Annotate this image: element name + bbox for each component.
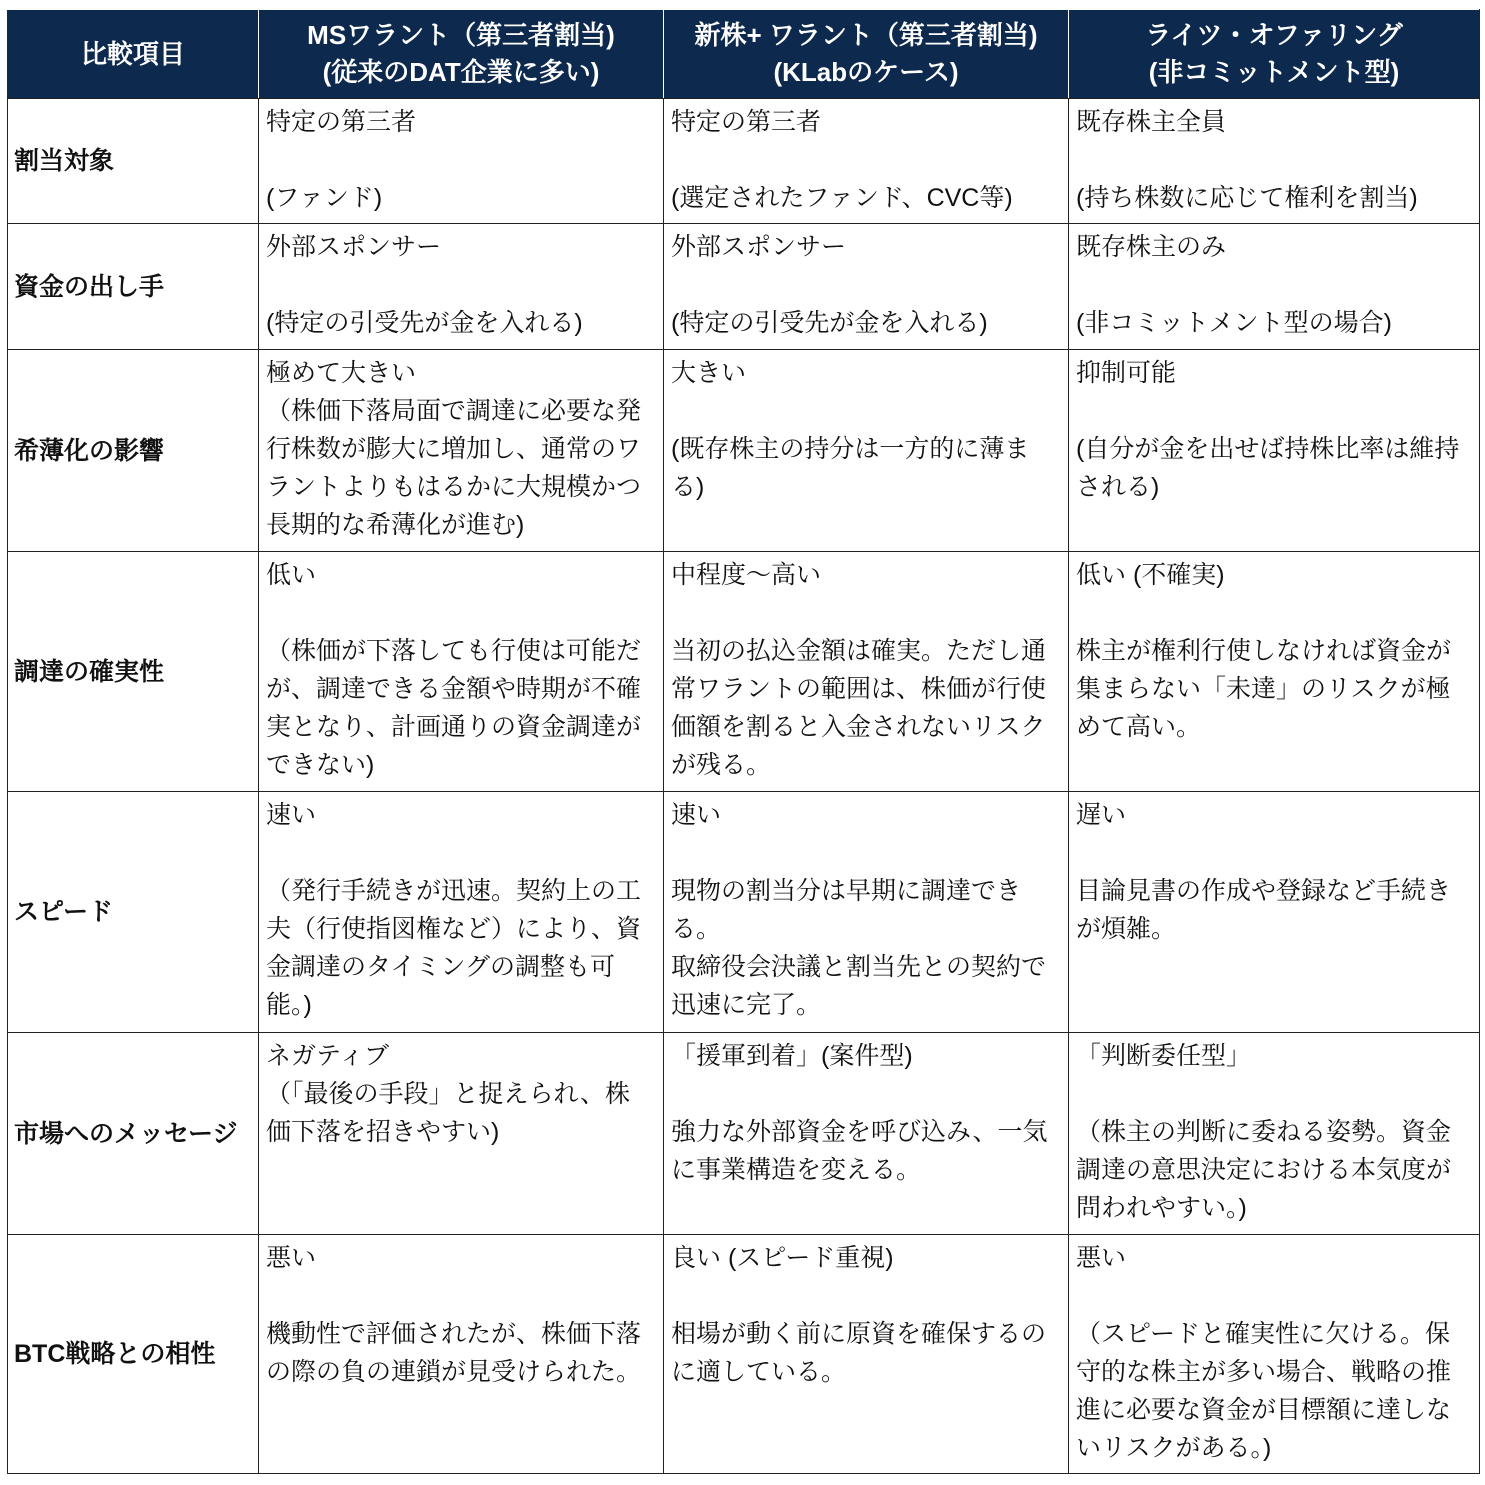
table-cell: 低い (不確実) 株主が権利行使しなければ資金が 集まらない「未達」のリスクが極 めて高い。 [1069, 552, 1480, 792]
row-label: 調達の確実性 [8, 552, 259, 792]
row-label: スピード [8, 792, 259, 1033]
table-cell: 中程度～高い 当初の払込金額は確実。ただし通 常ワラントの範囲は、株価が行使 価額を割ると入金されないリスク が残る。 [664, 552, 1069, 792]
table-row [8, 224, 1480, 350]
table-row [8, 350, 1480, 552]
table-cell: 「判断委任型」 （株主の判断に委ねる姿勢。資金 調達の意思決定における本気度が 問われやすい。) [1069, 1033, 1480, 1235]
table-cell: 悪い （スピードと確実性に欠ける。保 守的な株主が多い場合、戦略の推 進に必要な資金が目標額に達しな いリスクがある。) [1069, 1235, 1480, 1474]
header-ms-warrant: MSワラント（第三者割当) (従来のDAT企業に多い) [259, 10, 664, 99]
row-label: 資金の出し手 [8, 224, 259, 350]
header-rights-offering: ライツ・オファリング (非コミットメント型) [1069, 10, 1480, 99]
table-cell: 外部スポンサー (特定の引受先が金を入れる) [259, 224, 664, 350]
header-row [8, 10, 1480, 99]
table-cell: 抑制可能 (自分が金を出せば持株比率は維持 される) [1069, 350, 1480, 552]
table-row [8, 792, 1480, 1033]
header-comparison-item: 比較項目 [8, 10, 259, 99]
table-row [8, 99, 1480, 224]
row-label: 希薄化の影響 [8, 350, 259, 552]
table-cell: 悪い 機動性で評価されたが、株価下落 の際の負の連鎖が見受けられた。 [259, 1235, 664, 1474]
row-label: BTC戦略との相性 [8, 1235, 259, 1474]
table-cell: 良い (スピード重視) 相場が動く前に原資を確保するの に適している。 [664, 1235, 1069, 1474]
table-row [8, 1033, 1480, 1235]
table-cell: ネガティブ （「最後の手段」と捉えられ、株 価下落を招きやすい) [259, 1033, 664, 1235]
table-cell: 低い （株価が下落しても行使は可能だ が、調達できる金額や時期が不確 実となり、計画通りの資金調達が できない) [259, 552, 664, 792]
row-label: 割当対象 [8, 99, 259, 224]
table-row [8, 552, 1480, 792]
table-row [8, 1235, 1480, 1474]
table-cell: 大きい (既存株主の持分は一方的に薄ま る) [664, 350, 1069, 552]
row-label: 市場へのメッセージ [8, 1033, 259, 1235]
table-cell: 遅い 目論見書の作成や登録など手続き が煩雑。 [1069, 792, 1480, 1033]
table-cell: 特定の第三者 (選定されたファンド、CVC等) [664, 99, 1069, 224]
table-cell: 特定の第三者 (ファンド) [259, 99, 664, 224]
table-cell: 速い 現物の割当分は早期に調達でき る。 取締役会決議と割当先との契約で 迅速に完了。 [664, 792, 1069, 1033]
table-cell: 速い （発行手続きが迅速。契約上の工 夫（行使指図権など）により、資 金調達のタイミングの調整も可 能。) [259, 792, 664, 1033]
comparison-table [7, 9, 1480, 1474]
table-cell: 既存株主のみ (非コミットメント型の場合) [1069, 224, 1480, 350]
table-cell: 外部スポンサー (特定の引受先が金を入れる) [664, 224, 1069, 350]
table-cell: 極めて大きい （株価下落局面で調達に必要な発 行株数が膨大に増加し、通常のワ ラントよりもはるかに大規模かつ 長期的な希薄化が進む) [259, 350, 664, 552]
header-new-shares-warrant: 新株+ ワラント（第三者割当) (KLabのケース) [664, 10, 1069, 99]
table-cell: 既存株主全員 (持ち株数に応じて権利を割当) [1069, 99, 1480, 224]
table-cell: 「援軍到着」(案件型) 強力な外部資金を呼び込み、一気 に事業構造を変える。 [664, 1033, 1069, 1235]
